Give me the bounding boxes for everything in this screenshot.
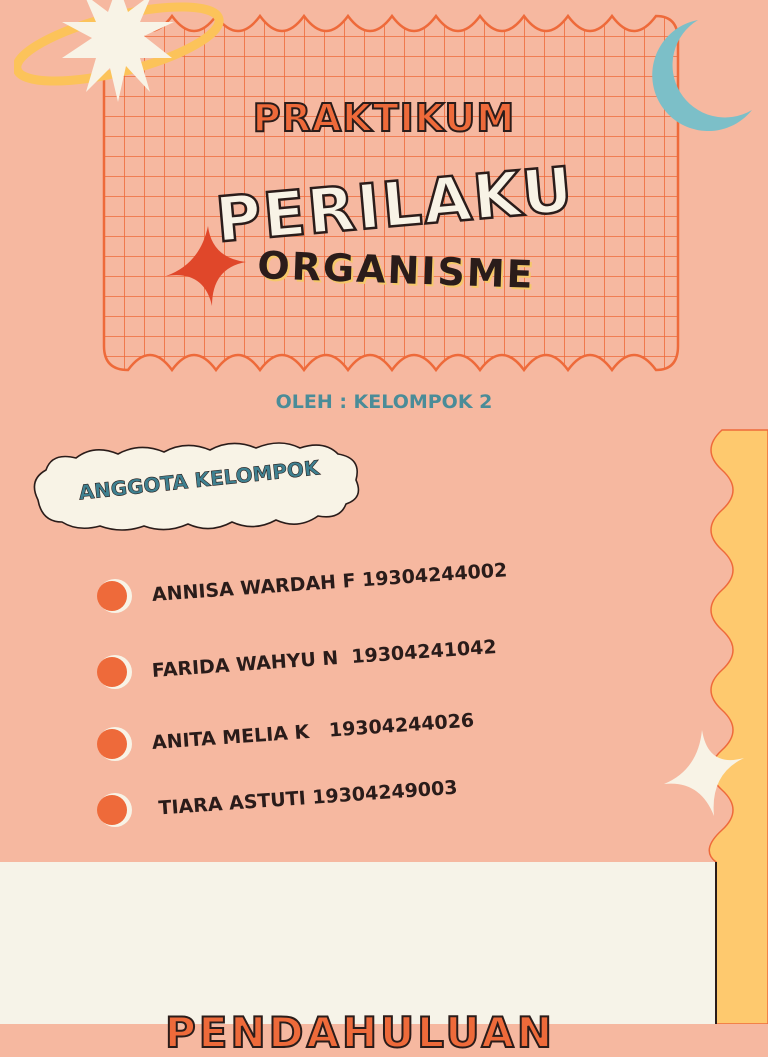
- member-name: ANNISA WARDAH F 19304244002: [151, 559, 508, 606]
- member-name: ANITA MELIA K 19304244026: [151, 709, 475, 754]
- title-line-organisme: ORGANISME: [256, 243, 536, 297]
- sparkle-star-icon: [664, 730, 748, 820]
- circle-bullet-icon: [96, 654, 132, 690]
- byline: OLEH : KELOMPOK 2: [275, 391, 493, 413]
- yellow-wavy-band: [709, 430, 768, 1024]
- member-name: FARIDA WAHYU N 19304241042: [151, 635, 498, 682]
- circle-bullet-icon: [96, 578, 132, 614]
- title-line-praktikum: PRAKTIKUM: [252, 96, 516, 140]
- planet-icon: [14, 0, 230, 110]
- member-name: TIARA ASTUTI 19304249003: [151, 776, 459, 820]
- circle-bullet-icon: [96, 726, 132, 762]
- list-item: [96, 709, 566, 766]
- next-page-panel: [0, 862, 716, 1024]
- list-item: [96, 776, 566, 832]
- next-page-heading: PENDAHULUAN: [165, 1008, 555, 1057]
- circle-bullet-icon: [96, 792, 132, 828]
- list-item: [96, 635, 566, 694]
- members-heading: ANGGOTA KELOMPOK: [77, 455, 321, 505]
- list-item: [96, 559, 566, 618]
- title-line-perilaku: PERILAKU: [212, 152, 578, 257]
